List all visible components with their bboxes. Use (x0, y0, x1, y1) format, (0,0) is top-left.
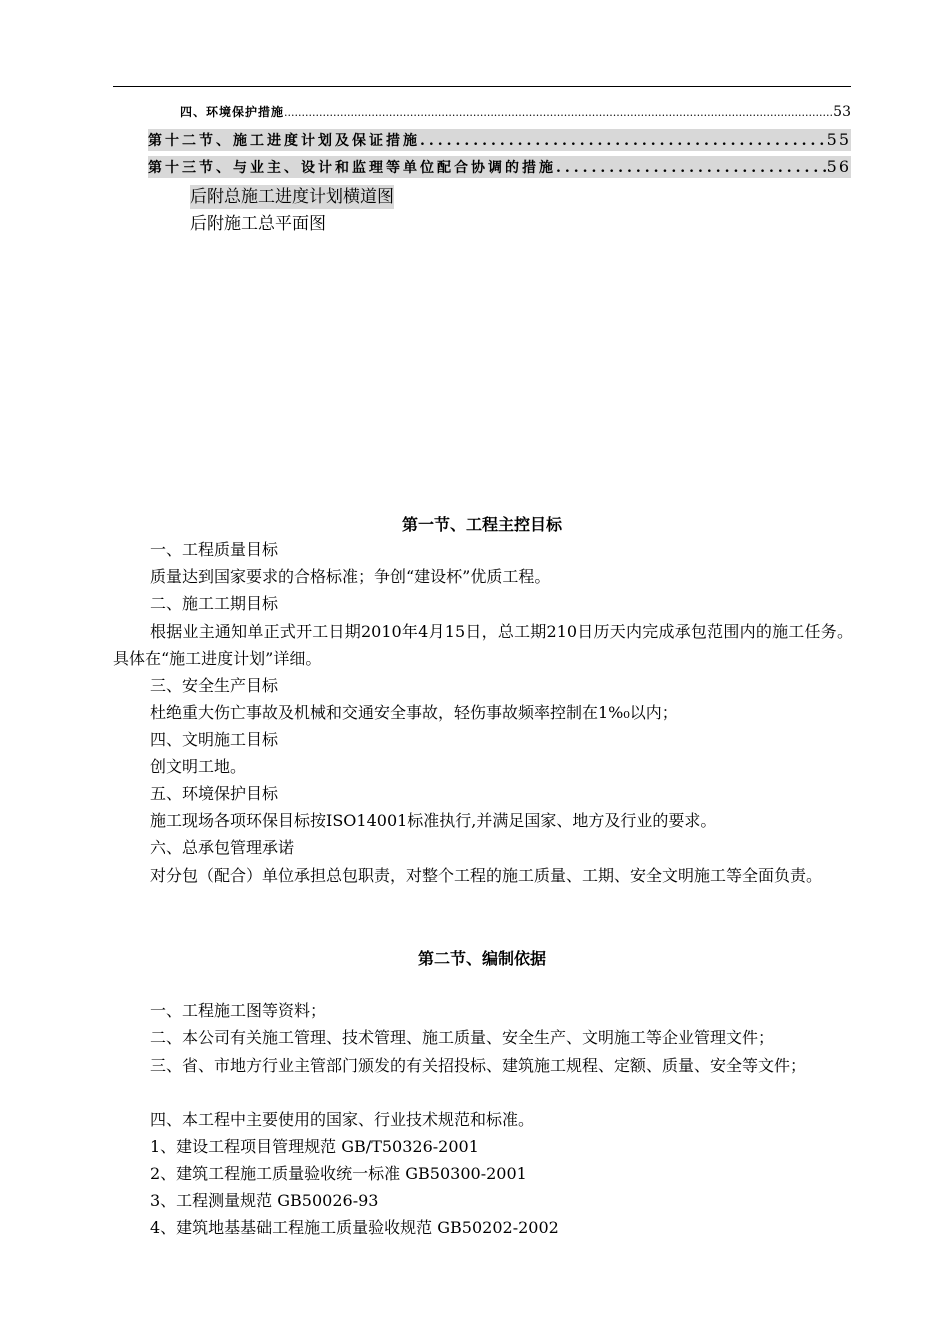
standard-item-3: 3、工程测量规范 GB50026-93 (150, 1191, 379, 1210)
toc-leader (556, 157, 827, 178)
civilized-goal-heading: 四、文明施工目标 (150, 730, 279, 749)
schedule-goal-heading: 二、施工工期目标 (150, 594, 279, 613)
attachment-site-plan: 后附施工总平面图 (190, 214, 326, 234)
quality-goal-heading: 一、工程质量目标 (150, 540, 279, 559)
section-1-title: 第一节、工程主控目标 (401, 515, 562, 534)
quality-goal-text: 质量达到国家要求的合格标准；争创“建设杯”优质工程。 (150, 567, 551, 586)
toc-entry-title: 第十二节、施工进度计划及保证措施 (148, 133, 420, 149)
basis-item-2: 二、本公司有关施工管理、技术管理、施工质量、安全生产、文明施工等企业管理文件； (150, 1028, 775, 1047)
schedule-goal-text: 根据业主通知单正式开工日期2010年4月15日，总工期210日历天内完成承包范围内的施工任务。具体在“施工进度计划”详细。 (113, 622, 853, 668)
toc-entry-section-12[interactable] (148, 129, 851, 151)
management-commitment-text: 对分包（配合）单位承担总包职责，对整个工程的施工质量、工期、安全文明施工等全面负责。 (150, 866, 823, 885)
basis-item-3: 三、省、市地方行业主管部门颁发的有关招投标、建筑施工规程、定额、质量、安全等文件； (150, 1056, 807, 1075)
toc-leader (284, 106, 833, 119)
toc-entry-section-13[interactable] (148, 156, 851, 178)
management-commitment-heading: 六、总承包管理承诺 (150, 838, 295, 857)
basis-item-1: 一、工程施工图等资料； (150, 1001, 327, 1020)
toc-page-number: 56 (826, 157, 851, 176)
environment-goal-text: 施工现场各项环保目标按ISO14001标准执行,并满足国家、地方及行业的要求。 (150, 811, 717, 830)
toc-page-number: 53 (833, 104, 851, 120)
section-2-title: 第二节、编制依据 (417, 949, 546, 968)
environment-goal-heading: 五、环境保护目标 (150, 784, 279, 803)
attachment-schedule-chart: 后附总施工进度计划横道图 (190, 187, 394, 207)
safety-goal-text: 杜绝重大伤亡事故及机械和交通安全事故，轻伤事故频率控制在1%₀以内； (150, 703, 678, 722)
header-rule (113, 86, 851, 87)
civilized-goal-text: 创文明工地。 (150, 757, 247, 776)
toc-entry-title: 四、环境保护措施 (180, 105, 285, 119)
toc-page-number: 55 (826, 130, 851, 149)
standard-item-2: 2、建筑工程施工质量验收统一标准 GB50300-2001 (150, 1164, 527, 1183)
toc-entry-title: 第十三节、与业主、设计和监理等单位配合协调的措施 (148, 160, 556, 176)
standard-item-1: 1、建设工程项目管理规范 GB/T50326-2001 (150, 1137, 479, 1156)
basis-item-4: 四、本工程中主要使用的国家、行业技术规范和标准。 (150, 1110, 535, 1129)
toc-entry-env-protection[interactable] (180, 103, 851, 120)
toc-leader (420, 130, 827, 151)
standard-item-4: 4、建筑地基基础工程施工质量验收规范 GB50202-2002 (150, 1218, 559, 1237)
safety-goal-heading: 三、安全生产目标 (150, 676, 279, 695)
